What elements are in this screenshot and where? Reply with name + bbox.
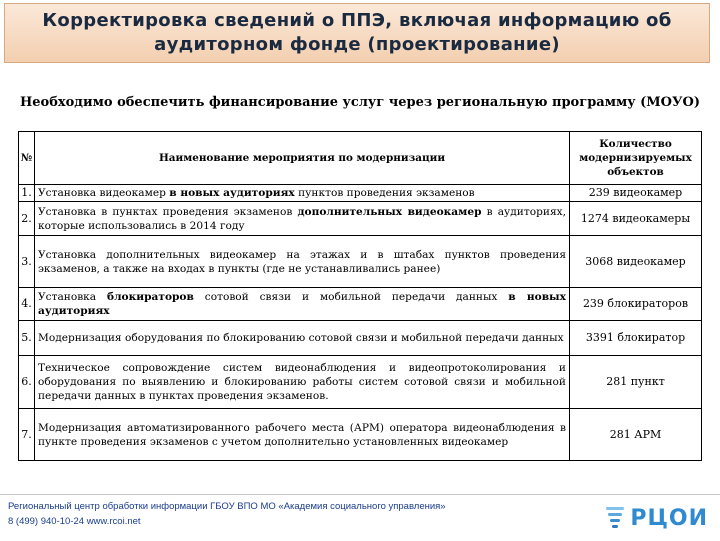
logo xyxy=(604,501,708,535)
measure-text: в аудиториях, которые использовались в 2014 году xyxy=(38,205,566,232)
row-number: 4. xyxy=(19,288,35,321)
row-number: 7. xyxy=(19,409,35,461)
row-quantity: 239 блокираторов xyxy=(570,288,702,321)
row-measure-name xyxy=(35,185,570,202)
measure-text: пунктов проведения экзаменов xyxy=(294,187,475,199)
measure-emphasis: дополнительных видеокамер xyxy=(297,205,482,218)
measure-text: Установка в пунктах проведения экзаменов xyxy=(38,205,298,218)
measure-text: Техническое сопровождение систем видеонаблюдения и видеопротоколирования и оборудования по выявлению и блокированию работы систем сотовой связи и мобильной передачи данных в пунктах проведения экзаменов. xyxy=(38,362,566,402)
header-num: № xyxy=(19,132,35,185)
table-row xyxy=(19,185,702,202)
measures-table xyxy=(18,131,702,461)
row-number: 5. xyxy=(19,321,35,356)
row-quantity: 281 пункт xyxy=(570,356,702,409)
table-header-row xyxy=(19,132,702,185)
row-quantity: 3068 видеокамер xyxy=(570,236,702,288)
row-number: 6. xyxy=(19,356,35,409)
measure-text: Установка xyxy=(38,291,108,303)
row-measure-name xyxy=(35,288,570,321)
page-title-line-1: Корректировка сведений о ППЭ, включая информацию об xyxy=(42,10,672,31)
measure-emphasis: блокираторов xyxy=(107,291,194,303)
row-measure-name xyxy=(35,409,570,461)
row-measure-name xyxy=(35,321,570,356)
row-number: 3. xyxy=(19,236,35,288)
measure-text: Установка дополнительных видеокамер на этажах и в штабах пунктов проведения экзаменов, а также на входах в пункты (где не устанавливались ранее) xyxy=(38,248,566,275)
header-name: Наименование мероприятия по модернизации xyxy=(35,132,570,185)
row-measure-name xyxy=(35,356,570,409)
row-number: 1. xyxy=(19,185,35,202)
table-row xyxy=(19,409,702,461)
page-title-line-2: аудиторном фонде (проектирование) xyxy=(154,34,560,55)
footer-org: Региональный центр обработки информации ГБОУ ВПО МО «Академия социального управления» xyxy=(8,501,446,512)
row-quantity: 239 видеокамер xyxy=(570,185,702,202)
table-row xyxy=(19,202,702,236)
row-quantity: 1274 видеокамеры xyxy=(570,202,702,236)
measure-text: Модернизация автоматизированного рабочего места (АРМ) оператора видеонаблюдения в пункте проведения экзаменов с учетом дополнительно установленных видеокамер xyxy=(38,421,566,448)
header-qty: Количество модернизируемых объектов xyxy=(570,132,702,185)
measure-emphasis: в новых аудиториях xyxy=(169,187,295,199)
measure-emphasis: в новых аудиториях xyxy=(38,291,566,317)
table-row xyxy=(19,356,702,409)
logo-text: РЦОИ xyxy=(630,505,708,531)
measure-text: Модернизация оборудования по блокированию сотовой связи и мобильной передачи данных xyxy=(38,332,564,344)
table-row xyxy=(19,236,702,288)
footer-contacts: 8 (499) 940-10-24 www.rcoi.net xyxy=(8,516,141,527)
subtitle: Необходимо обеспечить финансирование услуг через региональную программу (МОУО) xyxy=(19,95,701,110)
row-quantity: 3391 блокиратор xyxy=(570,321,702,356)
table-row xyxy=(19,321,702,356)
row-measure-name xyxy=(35,202,570,236)
logo-icon xyxy=(604,503,626,533)
title-banner xyxy=(4,3,710,63)
measure-text: Установка видеокамер xyxy=(38,187,170,199)
table-row xyxy=(19,288,702,321)
row-measure-name xyxy=(35,236,570,288)
row-quantity: 281 АРМ xyxy=(570,409,702,461)
row-number: 2. xyxy=(19,202,35,236)
measure-text: сотовой связи и мобильной передачи данных xyxy=(193,291,509,303)
footer xyxy=(0,494,720,541)
